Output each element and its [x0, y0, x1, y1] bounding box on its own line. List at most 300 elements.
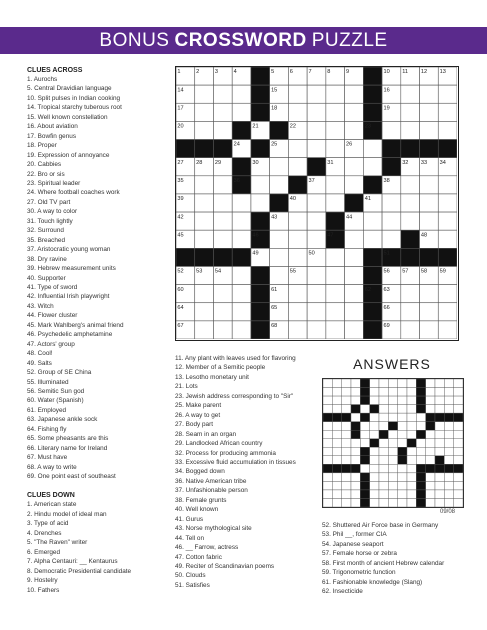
- answer-cell: [342, 379, 351, 388]
- grid-cell: [401, 303, 420, 321]
- cell-number: 57: [402, 268, 409, 275]
- answer-black-cell: [360, 473, 369, 482]
- cell-number: 41: [364, 196, 371, 203]
- clues-left-column: [27, 66, 172, 595]
- grid-cell: [213, 230, 232, 248]
- answer-cell: [323, 422, 332, 431]
- answer-cell: [426, 490, 435, 499]
- answer-cell: [351, 490, 360, 499]
- answer-cell: [444, 447, 453, 456]
- answer-black-cell: [351, 422, 360, 431]
- grid-cell: [438, 285, 457, 303]
- cell-number: 3: [214, 69, 218, 76]
- grid-cell: [326, 266, 345, 284]
- grid-cell: [213, 285, 232, 303]
- cell-number: 36: [233, 178, 240, 184]
- answer-cell: [342, 405, 351, 414]
- answer-cell: [426, 481, 435, 490]
- answer-cell: [370, 413, 379, 422]
- cell-number: 1: [177, 69, 181, 76]
- answer-cell: [379, 388, 388, 397]
- clue-item: 27. Body part: [175, 421, 214, 429]
- cell-number: 33: [420, 159, 428, 166]
- grid-cell: [213, 176, 232, 194]
- answer-cell: [379, 379, 388, 388]
- clue-item: 1. Aurochs: [27, 76, 58, 83]
- answer-cell: [388, 439, 397, 448]
- grid-cell: [363, 212, 382, 230]
- cell-number: 48: [420, 232, 428, 239]
- grid-black-cell: [251, 212, 270, 230]
- answer-cell: [370, 422, 379, 431]
- grid-cell: [307, 85, 326, 103]
- answer-cell: [332, 456, 341, 465]
- answer-cell: [379, 473, 388, 482]
- cell-number: 63: [383, 286, 390, 293]
- grid-cell: [326, 303, 345, 321]
- clue-item: 37. Aristocratic young woman: [27, 246, 111, 254]
- answer-cell: [323, 498, 332, 507]
- cell-number: 44: [346, 214, 353, 221]
- grid-cell: [438, 103, 457, 121]
- cell-number: 39: [177, 196, 184, 203]
- grid-cell: [326, 176, 345, 194]
- title-banner: [0, 27, 487, 54]
- grid-cell: [401, 121, 420, 139]
- cell-number: 50: [308, 250, 315, 257]
- cell-number: 26: [346, 141, 353, 148]
- answer-cell: [444, 388, 453, 397]
- answer-cell: [360, 422, 369, 431]
- answer-black-cell: [416, 379, 425, 388]
- answer-cell: [398, 490, 407, 499]
- clue-item: 5. Central Dravidian language: [27, 85, 112, 93]
- cell-number: 49: [252, 250, 259, 257]
- answer-cell: [379, 447, 388, 456]
- answer-cell: [323, 388, 332, 397]
- grid-cell: [213, 121, 232, 139]
- cell-number: 28: [196, 159, 203, 166]
- answer-cell: [332, 388, 341, 397]
- clue-item: 54. Japanese seaport: [322, 540, 384, 548]
- answer-cell: [332, 396, 341, 405]
- answer-black-cell: [332, 464, 341, 473]
- grid-cell: [213, 85, 232, 103]
- clue-item: 29. Landlocked African country: [175, 440, 263, 448]
- answer-black-cell: [416, 396, 425, 405]
- grid-black-cell: [345, 194, 364, 212]
- answer-cell: [351, 388, 360, 397]
- grid-cell: [345, 85, 364, 103]
- answer-cell: [454, 379, 463, 388]
- answer-cell: [370, 430, 379, 439]
- answer-cell: [444, 405, 453, 414]
- grid-cell: [382, 121, 401, 139]
- answer-cell: [407, 413, 416, 422]
- grid-cell: [232, 321, 251, 339]
- answer-cell: [444, 430, 453, 439]
- grid-cell: [438, 194, 457, 212]
- clue-item: 37. Unfashionable person: [175, 487, 248, 495]
- clue-item: 40. Supporter: [27, 274, 66, 282]
- cell-number: 42: [177, 214, 184, 221]
- clue-item: 51. Satisfies: [175, 581, 210, 589]
- grid-cell: [420, 285, 439, 303]
- clue-item: 34. Bogged down: [175, 468, 225, 476]
- grid-black-cell: [176, 248, 195, 266]
- grid-black-cell: [251, 140, 270, 158]
- answer-cell: [379, 405, 388, 414]
- answer-black-cell: [342, 464, 351, 473]
- cell-number: 40: [289, 196, 297, 203]
- answer-cell: [435, 430, 444, 439]
- answer-cell: [342, 430, 351, 439]
- answer-cell: [407, 447, 416, 456]
- answer-cell: [398, 481, 407, 490]
- answer-cell: [444, 396, 453, 405]
- grid-cell: [382, 194, 401, 212]
- answer-cell: [323, 490, 332, 499]
- grid-cell: [288, 158, 307, 176]
- grid-cell: [288, 140, 307, 158]
- grid-cell: [195, 103, 214, 121]
- grid-cell: [195, 230, 214, 248]
- answer-cell: [379, 456, 388, 465]
- cell-number: 23: [364, 123, 371, 130]
- grid-cell: [326, 194, 345, 212]
- grid-cell: [345, 103, 364, 121]
- grid-cell: [195, 176, 214, 194]
- answer-cell: [398, 464, 407, 473]
- answer-cell: [398, 439, 407, 448]
- clue-item: 11. Any plant with leaves used for flavoring: [175, 355, 296, 362]
- grid-cell: [401, 321, 420, 339]
- answer-cell: [388, 456, 397, 465]
- clue-item: 15. Well known constellation: [27, 113, 108, 121]
- clue-item: 56. Semitic Sun god: [27, 387, 85, 395]
- answer-cell: [342, 456, 351, 465]
- grid-black-cell: [251, 303, 270, 321]
- grid-black-cell: [401, 140, 420, 158]
- clue-item: 38. Dry ravine: [27, 255, 67, 263]
- grid-cell: [345, 303, 364, 321]
- crossword-grid: [175, 66, 459, 341]
- cell-number: 18: [271, 105, 278, 112]
- answer-cell: [323, 456, 332, 465]
- answer-cell: [351, 379, 360, 388]
- answer-cell: [351, 481, 360, 490]
- clues-down-list-continued: [175, 354, 320, 590]
- clue-item: 44. Flower cluster: [27, 312, 78, 320]
- answer-cell: [435, 490, 444, 499]
- answer-cell: [407, 456, 416, 465]
- answer-cell: [351, 439, 360, 448]
- answer-cell: [370, 498, 379, 507]
- clue-item: 46. __ Farrow, actress: [175, 544, 239, 552]
- cell-number: 20: [177, 123, 184, 130]
- clue-item: 59. Trigonometric function: [322, 569, 396, 577]
- clue-item: 24. Where football coaches work: [27, 189, 120, 197]
- grid-cell: [307, 194, 326, 212]
- answers-grid-svg: [323, 379, 463, 507]
- answer-cell: [370, 464, 379, 473]
- clue-item: 4. Drenches: [27, 529, 62, 537]
- answer-black-cell: [416, 464, 425, 473]
- grid-cell: [288, 285, 307, 303]
- answer-cell: [342, 396, 351, 405]
- clue-item: 50. Clouds: [175, 572, 206, 580]
- answer-black-cell: [416, 405, 425, 414]
- cell-number: 64: [177, 304, 184, 311]
- clue-item: 3. Type of acid: [27, 520, 69, 528]
- grid-cell: [420, 176, 439, 194]
- answer-cell: [388, 498, 397, 507]
- answer-cell: [351, 396, 360, 405]
- clue-item: 31. Touch lightly: [27, 217, 73, 225]
- grid-cell: [288, 303, 307, 321]
- cell-number: 34: [439, 159, 446, 166]
- clue-item: 45. Mark Wahlberg's animal friend: [27, 321, 124, 329]
- answer-cell: [444, 439, 453, 448]
- grid-cell: [270, 158, 289, 176]
- answer-black-cell: [360, 447, 369, 456]
- answer-cell: [388, 464, 397, 473]
- answer-black-cell: [351, 464, 360, 473]
- answer-cell: [323, 379, 332, 388]
- grid-cell: [195, 85, 214, 103]
- clue-item: 49. Reciter of Scandinavian poems: [175, 562, 275, 570]
- answer-cell: [360, 464, 369, 473]
- answer-black-cell: [416, 473, 425, 482]
- answer-cell: [388, 490, 397, 499]
- answer-cell: [351, 456, 360, 465]
- grid-cell: [420, 194, 439, 212]
- cell-number: 30: [252, 159, 259, 166]
- grid-cell: [307, 121, 326, 139]
- answer-cell: [454, 396, 463, 405]
- answer-cell: [370, 396, 379, 405]
- answer-black-cell: [398, 447, 407, 456]
- grid-cell: [307, 140, 326, 158]
- answer-cell: [454, 490, 463, 499]
- answer-cell: [323, 447, 332, 456]
- answer-black-cell: [444, 464, 453, 473]
- cell-number: 24: [233, 141, 240, 148]
- answer-cell: [435, 473, 444, 482]
- answer-cell: [388, 430, 397, 439]
- clue-item: 53. Phil __, former CIA: [322, 531, 387, 539]
- grid-cell: [307, 103, 326, 121]
- grid-cell: [326, 121, 345, 139]
- grid-cell: [251, 176, 270, 194]
- grid-cell: [307, 285, 326, 303]
- answer-cell: [342, 473, 351, 482]
- answer-black-cell: [416, 498, 425, 507]
- grid-cell: [401, 194, 420, 212]
- grid-black-cell: [307, 158, 326, 176]
- grid-black-cell: [251, 266, 270, 284]
- cell-number: 59: [439, 268, 446, 275]
- grid-cell: [326, 285, 345, 303]
- answer-cell: [398, 422, 407, 431]
- clue-item: 47. Cotton fabric: [175, 553, 222, 561]
- clue-item: 21. Lots: [175, 383, 198, 391]
- grid-black-cell: [382, 140, 401, 158]
- clue-item: 52. Group of SE China: [27, 369, 92, 377]
- answer-black-cell: [370, 439, 379, 448]
- answer-cell: [332, 405, 341, 414]
- title-suffix: PUZZLE: [311, 29, 388, 51]
- grid-cell: [213, 194, 232, 212]
- clue-item: 62. Insecticide: [322, 588, 363, 596]
- answer-cell: [444, 490, 453, 499]
- crossword-grid-svg: [176, 67, 457, 339]
- answer-cell: [426, 473, 435, 482]
- grid-black-cell: [232, 248, 251, 266]
- answer-black-cell: [416, 388, 425, 397]
- answer-cell: [454, 473, 463, 482]
- answer-cell: [388, 379, 397, 388]
- clue-item: 32. Process for producing ammonia: [175, 449, 276, 457]
- grid-cell: [232, 103, 251, 121]
- answer-cell: [407, 464, 416, 473]
- cell-number: 45: [177, 232, 184, 239]
- clue-item: 1. American state: [27, 501, 77, 509]
- clue-item: 23. Jewish address corresponding to "Sir": [175, 392, 294, 400]
- answer-black-cell: [444, 413, 453, 422]
- grid-cell: [213, 103, 232, 121]
- answer-cell: [388, 447, 397, 456]
- cell-number: 7: [308, 69, 312, 76]
- cell-number: 32: [402, 159, 409, 166]
- answer-cell: [426, 498, 435, 507]
- clues-down-list-end: [322, 521, 467, 597]
- grid-black-cell: [363, 85, 382, 103]
- title-bold: CROSSWORD: [174, 29, 307, 51]
- answer-cell: [342, 498, 351, 507]
- clue-item: 23. Spiritual leader: [27, 179, 81, 187]
- answer-cell: [435, 396, 444, 405]
- answer-cell: [332, 379, 341, 388]
- clue-item: 57. Female horse or zebra: [322, 550, 397, 558]
- cell-number: 2: [196, 69, 200, 76]
- grid-cell: [288, 103, 307, 121]
- clue-item: 47. Actors' group: [27, 340, 75, 348]
- answer-black-cell: [388, 422, 397, 431]
- clue-item: 41. Type of sword: [27, 283, 78, 291]
- answer-cell: [407, 490, 416, 499]
- clue-item: 28. Seam in an organ: [175, 430, 237, 438]
- grid-cell: [420, 321, 439, 339]
- answer-black-cell: [323, 413, 332, 422]
- clue-item: 6. Emerged: [27, 548, 61, 556]
- answer-cell: [454, 422, 463, 431]
- answer-cell: [444, 422, 453, 431]
- grid-cell: [288, 212, 307, 230]
- answer-cell: [416, 422, 425, 431]
- answer-black-cell: [416, 481, 425, 490]
- clue-item: 48. Cool!: [27, 350, 53, 358]
- cell-number: 25: [271, 141, 278, 148]
- answer-cell: [342, 422, 351, 431]
- cell-number: 27: [177, 159, 184, 166]
- grid-cell: [232, 303, 251, 321]
- answer-black-cell: [454, 464, 463, 473]
- grid-black-cell: [438, 248, 457, 266]
- clue-item: 69. One point east of southeast: [27, 473, 116, 481]
- answer-cell: [416, 447, 425, 456]
- grid-black-cell: [401, 230, 420, 248]
- grid-black-cell: [251, 67, 270, 85]
- cell-number: 15: [271, 87, 278, 94]
- answer-cell: [454, 447, 463, 456]
- grid-cell: [195, 285, 214, 303]
- answer-cell: [398, 388, 407, 397]
- clue-item: 60. Water (Spanish): [27, 397, 84, 405]
- grid-cell: [307, 212, 326, 230]
- cell-number: 4: [233, 69, 237, 76]
- cell-number: 47: [327, 232, 334, 239]
- answer-cell: [444, 481, 453, 490]
- cell-number: 14: [177, 87, 184, 94]
- answer-black-cell: [416, 490, 425, 499]
- cell-number: 37: [308, 178, 315, 184]
- grid-black-cell: [251, 85, 270, 103]
- grid-cell: [438, 121, 457, 139]
- grid-cell: [401, 85, 420, 103]
- clue-item: 46. Psychedelic amphetamine: [27, 331, 113, 339]
- grid-cell: [420, 85, 439, 103]
- clue-item: 58. First month of ancient Hebrew calendar: [322, 559, 445, 567]
- answer-black-cell: [360, 490, 369, 499]
- grid-black-cell: [363, 176, 382, 194]
- answer-cell: [351, 413, 360, 422]
- grid-cell: [195, 321, 214, 339]
- grid-cell: [307, 230, 326, 248]
- answer-cell: [398, 379, 407, 388]
- answer-cell: [342, 388, 351, 397]
- answer-cell: [454, 405, 463, 414]
- answer-cell: [454, 498, 463, 507]
- answer-black-cell: [435, 413, 444, 422]
- grid-cell: [213, 321, 232, 339]
- clue-item: 52. Shuttered Air Force base in Germany: [322, 522, 439, 529]
- clue-item: 65. Some pheasants are this: [27, 435, 109, 443]
- grid-black-cell: [401, 248, 420, 266]
- answer-cell: [342, 447, 351, 456]
- grid-cell: [307, 303, 326, 321]
- clue-item: 10. Split pulses in Indian cooking: [27, 94, 121, 102]
- grid-cell: [420, 212, 439, 230]
- answer-black-cell: [426, 422, 435, 431]
- cell-number: 67: [177, 323, 184, 330]
- answer-cell: [407, 388, 416, 397]
- clue-item: 26. A way to get: [175, 411, 221, 419]
- grid-black-cell: [195, 248, 214, 266]
- clue-item: 20. Cabbies: [27, 161, 62, 169]
- grid-cell: [232, 230, 251, 248]
- cell-number: 29: [214, 159, 222, 166]
- answer-cell: [370, 473, 379, 482]
- cell-number: 58: [420, 268, 428, 275]
- grid-cell: [382, 230, 401, 248]
- grid-cell: [345, 266, 364, 284]
- clue-item: 32. Surround: [27, 227, 64, 235]
- grid-black-cell: [288, 176, 307, 194]
- grid-black-cell: [270, 194, 289, 212]
- clue-item: 41. Gurus: [175, 515, 204, 523]
- cell-number: 6: [289, 69, 293, 76]
